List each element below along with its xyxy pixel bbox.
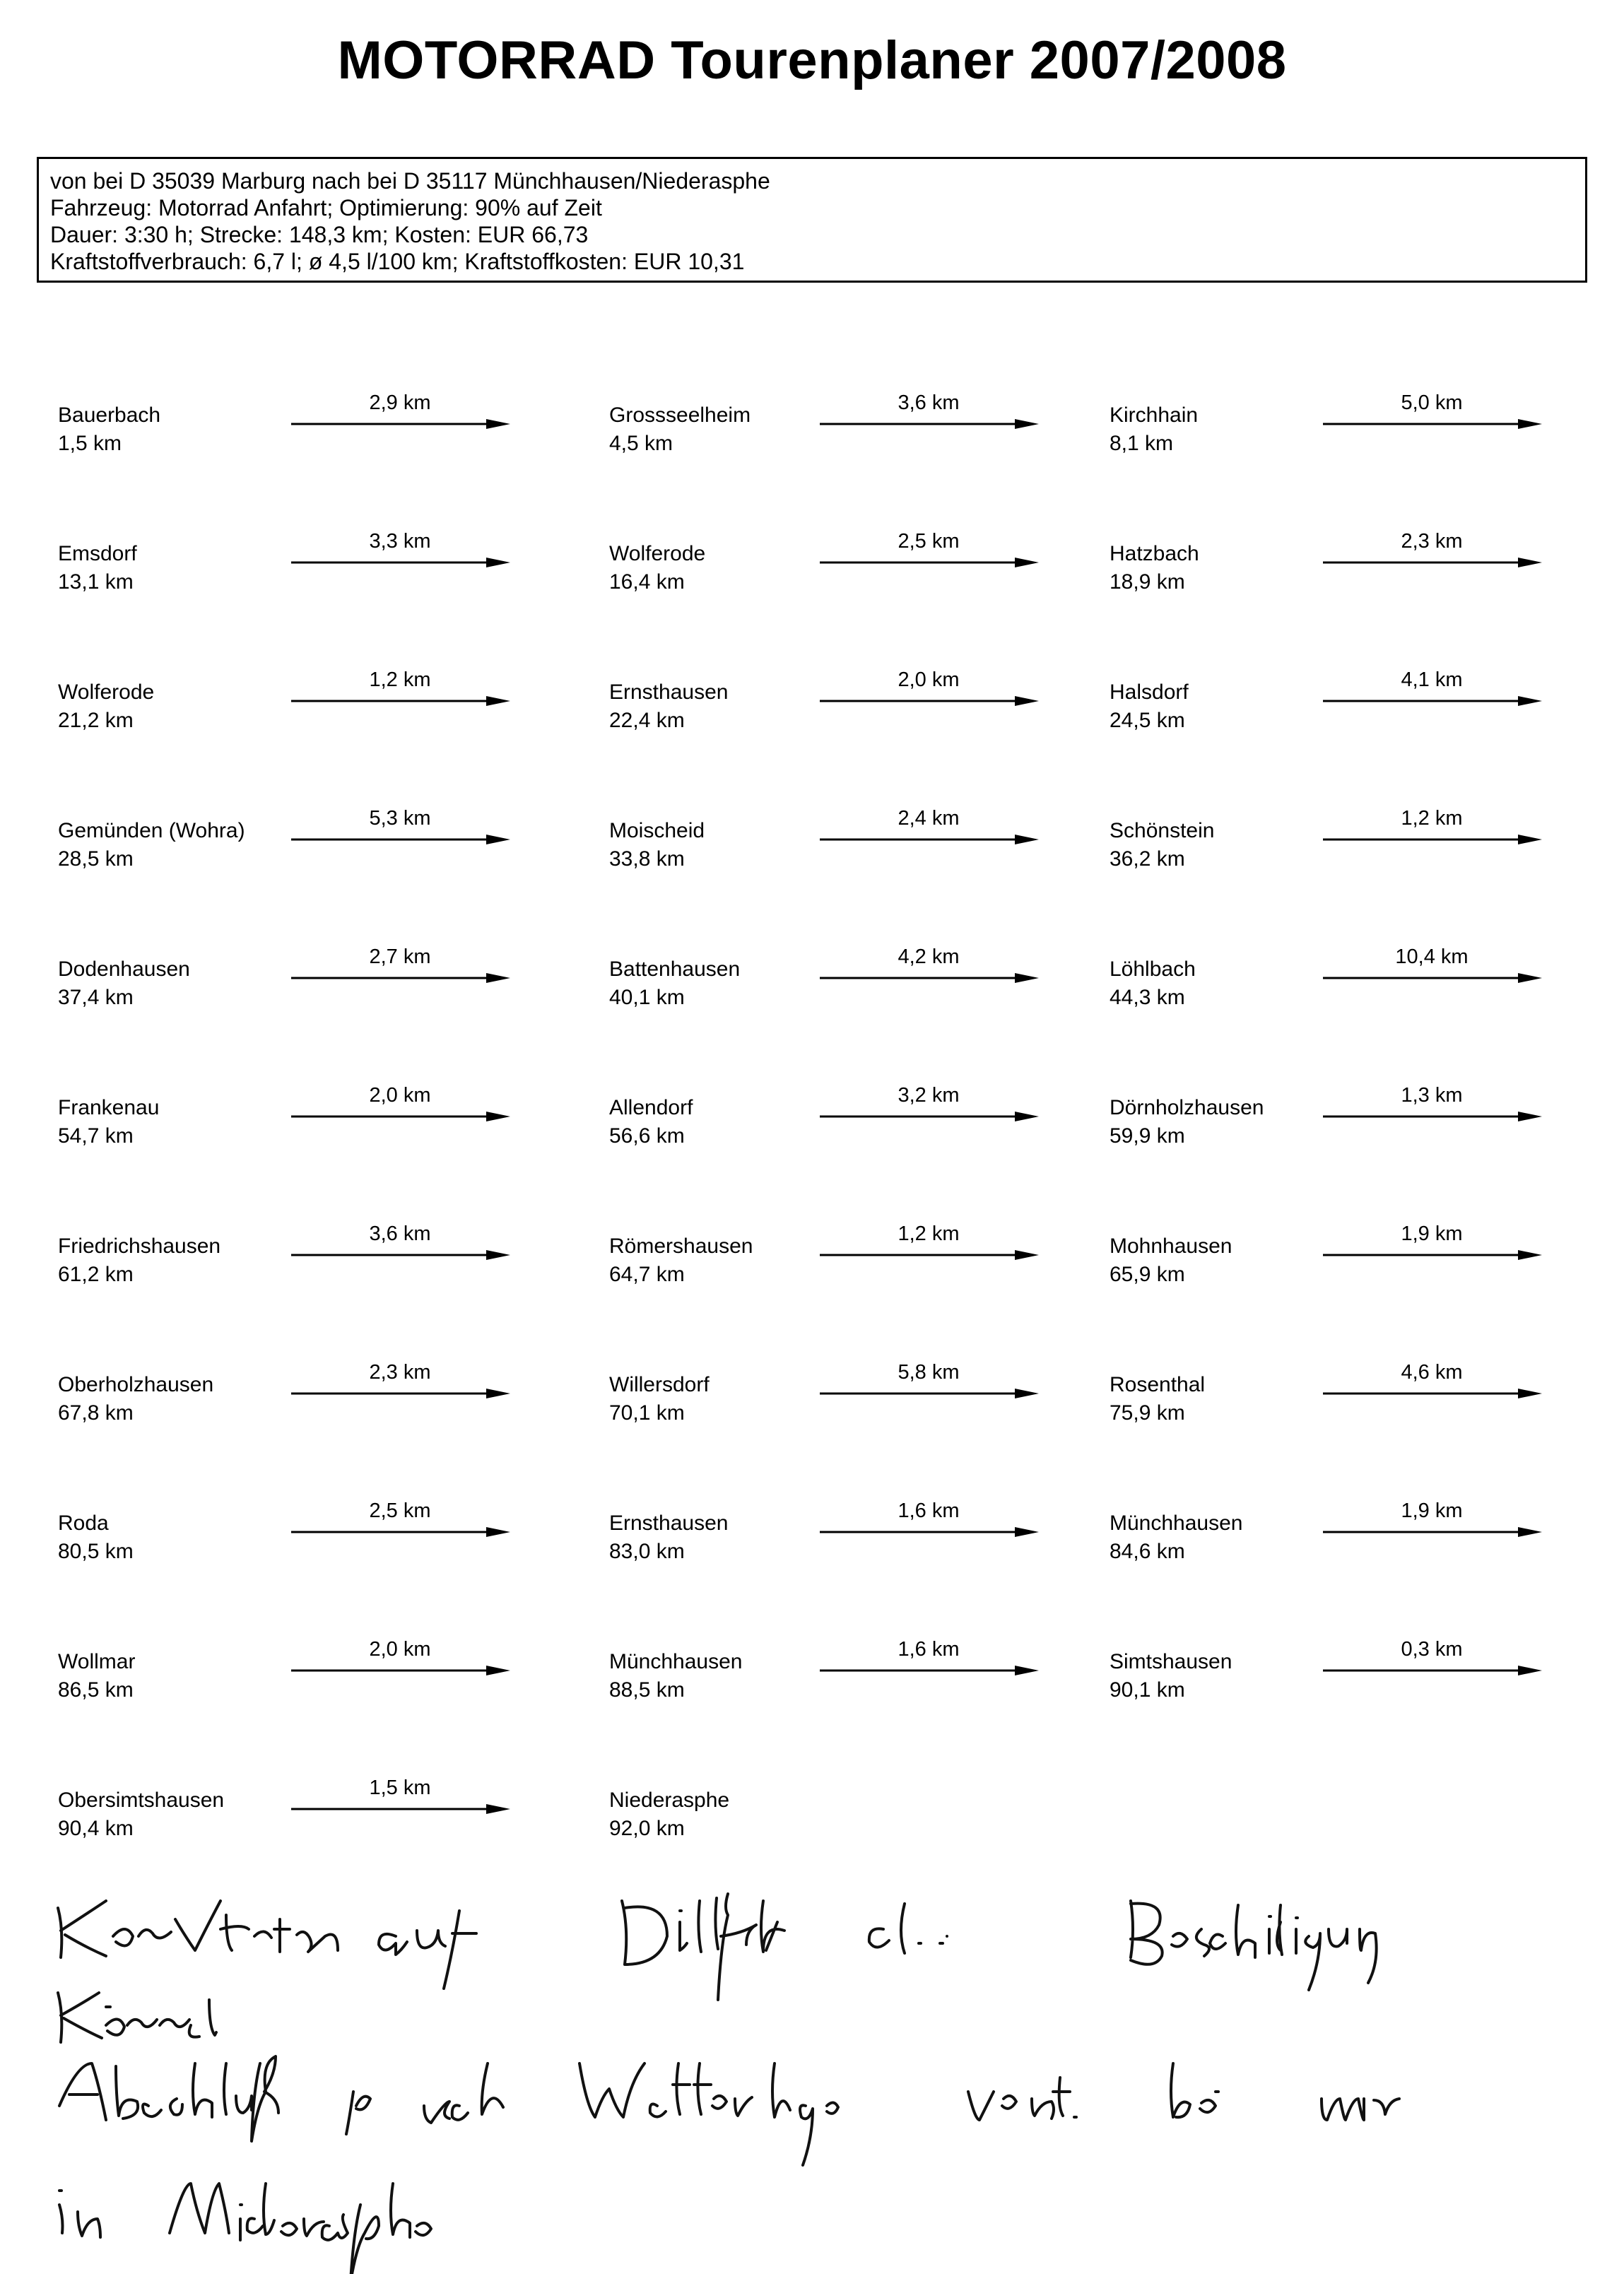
stop-cumulative-distance: 24,5 km [1110,709,1185,732]
segment-distance: 3,6 km [369,1223,431,1245]
segment-distance: 3,2 km [898,1084,960,1107]
segment-arrow [1323,1500,1541,1549]
route-stop [609,1648,742,1704]
stop-name: Friedrichshausen [58,1235,221,1258]
arrow-right-icon [1323,555,1543,570]
stop-cumulative-distance: 18,9 km [1110,570,1185,594]
segment-distance: 0,3 km [1401,1638,1463,1661]
arrow-right-icon [1323,694,1543,708]
stop-name: Willersdorf [609,1373,710,1396]
stop-cumulative-distance: 28,5 km [58,847,134,871]
stop-cumulative-distance: 67,8 km [58,1401,134,1425]
stop-cumulative-distance: 44,3 km [1110,986,1185,1009]
route-vehicle: Fahrzeug: Motorrad Anfahrt; Optimierung: 90% auf Zeit [50,195,602,220]
arrow-right-icon [1323,971,1543,985]
stop-cumulative-distance: 75,9 km [1110,1401,1185,1425]
segment-arrow [820,1638,1037,1687]
segment-distance: 2,4 km [898,807,960,830]
segment-distance: 5,0 km [1401,391,1463,414]
segment-arrow [291,1361,509,1410]
stop-cumulative-distance: 88,5 km [609,1678,685,1702]
handwritten-note [0,1851,1624,2274]
stop-name: Obersimtshausen [58,1789,225,1812]
route-stop [609,1786,729,1843]
segment-arrow [820,668,1037,718]
stop-name: Kirchhain [1110,403,1199,427]
stop-name: Wollmar [58,1650,136,1673]
route-stop [1110,401,1198,458]
stop-cumulative-distance: 90,1 km [1110,1678,1185,1702]
route-stop [609,817,705,873]
stop-cumulative-distance: 40,1 km [609,986,685,1009]
route-stop [58,1509,134,1566]
segment-distance: 2,9 km [369,391,431,414]
stop-cumulative-distance: 16,4 km [609,570,685,594]
route-stop [609,1509,728,1566]
arrow-right-icon [291,1109,512,1124]
arrow-right-icon [291,694,512,708]
segment-distance: 5,3 km [369,807,431,830]
route-stop [609,401,751,458]
stop-cumulative-distance: 33,8 km [609,847,685,871]
arrow-right-icon [291,555,512,570]
segment-distance: 2,0 km [369,1638,431,1661]
route-stop [58,1648,135,1704]
route-stop [58,1094,159,1150]
stop-cumulative-distance: 92,0 km [609,1817,685,1840]
stop-name: Münchhausen [609,1650,743,1673]
segment-distance: 1,9 km [1401,1500,1463,1522]
stop-cumulative-distance: 4,5 km [609,432,673,455]
segment-distance: 3,6 km [898,391,960,414]
route-stop [609,1094,693,1150]
route-stop [1110,817,1214,873]
stop-cumulative-distance: 86,5 km [58,1678,134,1702]
arrow-right-icon [291,832,512,847]
stop-cumulative-distance: 64,7 km [609,1263,685,1286]
stop-cumulative-distance: 37,4 km [58,986,134,1009]
arrow-right-icon [820,555,1040,570]
stop-name: Halsdorf [1110,681,1189,704]
stop-cumulative-distance: 65,9 km [1110,1263,1185,1286]
segment-arrow [1323,1361,1541,1410]
route-stop [58,817,245,873]
arrow-right-icon [1323,1248,1543,1262]
route-stop [1110,1232,1232,1289]
stop-name: Wolferode [609,542,706,565]
stop-name: Löhlbach [1110,958,1196,981]
route-stop [58,955,190,1012]
segment-arrow [1323,807,1541,856]
route-stop [1110,678,1189,735]
arrow-right-icon [820,1525,1040,1539]
stop-name: Ernsthausen [609,1512,729,1535]
route-stop [58,540,137,596]
arrow-right-icon [291,1525,512,1539]
segment-distance: 1,2 km [1401,807,1463,830]
segment-arrow [1323,1223,1541,1272]
route-stop [58,401,160,458]
segment-arrow [291,1638,509,1687]
route-fuel: Kraftstoffverbrauch: 6,7 l; ø 4,5 l/100 km; Kraftstoffkosten: EUR 10,31 [50,249,745,274]
route-stop [609,540,705,596]
stop-name: Battenhausen [609,958,741,981]
route-stop [609,678,728,735]
arrow-right-icon [291,417,512,431]
route-stop [1110,1371,1205,1427]
stop-cumulative-distance: 22,4 km [609,709,685,732]
stop-name: Rosenthal [1110,1373,1206,1396]
segment-arrow [1323,945,1541,995]
segment-arrow [820,530,1037,579]
segment-arrow [291,391,509,441]
route-stop [58,1371,213,1427]
stop-name: Niederasphe [609,1789,730,1812]
route-stop [1110,540,1199,596]
segment-distance: 4,6 km [1401,1361,1463,1384]
segment-distance: 2,7 km [369,945,431,968]
arrow-right-icon [820,694,1040,708]
route-from-to: von bei D 35039 Marburg nach bei D 35117 Münchhausen/Niederasphe [50,168,770,194]
stop-cumulative-distance: 80,5 km [58,1540,134,1563]
stop-name: Schönstein [1110,819,1215,842]
segment-arrow [291,1500,509,1549]
arrow-right-icon [1323,1525,1543,1539]
segment-arrow [820,1084,1037,1133]
route-stop [1110,1509,1242,1566]
stop-name: Bauerbach [58,403,161,427]
stop-cumulative-distance: 36,2 km [1110,847,1185,871]
stop-cumulative-distance: 90,4 km [58,1817,134,1840]
segment-distance: 1,6 km [898,1500,960,1522]
segment-arrow [1323,1638,1541,1687]
segment-arrow [1323,391,1541,441]
stop-name: Grossseelheim [609,403,751,427]
segment-arrow [1323,530,1541,579]
arrow-right-icon [820,1248,1040,1262]
segment-distance: 2,5 km [898,530,960,553]
segment-arrow [291,530,509,579]
stop-name: Allendorf [609,1096,693,1119]
stop-name: Oberholzhausen [58,1373,214,1396]
arrow-right-icon [820,1109,1040,1124]
arrow-right-icon [291,1248,512,1262]
stop-cumulative-distance: 56,6 km [609,1124,685,1148]
segment-distance: 1,3 km [1401,1084,1463,1107]
stop-cumulative-distance: 84,6 km [1110,1540,1185,1563]
stop-name: Mohnhausen [1110,1235,1232,1258]
arrow-right-icon [291,1386,512,1401]
segment-arrow [291,807,509,856]
segment-distance: 2,3 km [1401,530,1463,553]
stop-name: Emsdorf [58,542,137,565]
stop-name: Frankenau [58,1096,160,1119]
route-stop [58,1786,224,1843]
route-stop [1110,955,1196,1012]
route-stop [58,678,154,735]
stop-name: Hatzbach [1110,542,1199,565]
segment-arrow [291,1223,509,1272]
stop-name: Moischeid [609,819,705,842]
stop-name: Gemünden (Wohra) [58,819,245,842]
arrow-right-icon [1323,1109,1543,1124]
segment-arrow [820,1361,1037,1410]
segment-distance: 2,3 km [369,1361,431,1384]
stop-cumulative-distance: 21,2 km [58,709,134,732]
stop-cumulative-distance: 54,7 km [58,1124,134,1148]
route-stop [609,1232,753,1289]
stop-cumulative-distance: 59,9 km [1110,1124,1185,1148]
route-stop [58,1232,220,1289]
arrow-right-icon [1323,1386,1543,1401]
route-stop [609,955,740,1012]
arrow-right-icon [820,971,1040,985]
stop-cumulative-distance: 8,1 km [1110,432,1174,455]
segment-arrow [820,391,1037,441]
segment-distance: 2,0 km [369,1084,431,1107]
page-title: MOTORRAD Tourenplaner 2007/2008 [337,30,1287,90]
stop-cumulative-distance: 70,1 km [609,1401,685,1425]
stop-name: Dörnholzhausen [1110,1096,1264,1119]
stop-name: Römershausen [609,1235,753,1258]
segment-distance: 1,6 km [898,1638,960,1661]
route-duration: Dauer: 3:30 h; Strecke: 148,3 km; Kosten: EUR 66,73 [50,222,589,247]
arrow-right-icon [1323,832,1543,847]
segment-distance: 1,2 km [369,668,431,691]
segment-distance: 10,4 km [1395,945,1469,968]
stop-name: Simtshausen [1110,1650,1232,1673]
segment-distance: 2,0 km [898,668,960,691]
arrow-right-icon [820,832,1040,847]
stop-name: Wolferode [58,681,155,704]
segment-arrow [820,1223,1037,1272]
stop-cumulative-distance: 13,1 km [58,570,134,594]
segment-arrow [291,668,509,718]
route-stop [1110,1094,1264,1150]
stop-name: Roda [58,1512,109,1535]
stop-cumulative-distance: 83,0 km [609,1540,685,1563]
segment-arrow [1323,1084,1541,1133]
stop-cumulative-distance: 61,2 km [58,1263,134,1286]
stop-name: Ernsthausen [609,681,729,704]
segment-distance: 2,5 km [369,1500,431,1522]
stop-name: Dodenhausen [58,958,190,981]
route-stop [609,1371,710,1427]
segment-arrow [291,1777,509,1826]
segment-distance: 1,9 km [1401,1223,1463,1245]
arrow-right-icon [1323,1663,1543,1678]
stop-name: Münchhausen [1110,1512,1243,1535]
segment-distance: 1,5 km [369,1777,431,1799]
arrow-right-icon [291,1802,512,1816]
segment-distance: 3,3 km [369,530,431,553]
segment-distance: 4,2 km [898,945,960,968]
segment-arrow [820,807,1037,856]
route-summary-box [37,157,1587,283]
arrow-right-icon [291,1663,512,1678]
segment-arrow [820,1500,1037,1549]
arrow-right-icon [291,971,512,985]
handwritten-note-drawing [0,1851,1624,2274]
segment-arrow [291,1084,509,1133]
segment-arrow [1323,668,1541,718]
arrow-right-icon [1323,417,1543,431]
arrow-right-icon [820,417,1040,431]
segment-arrow [291,945,509,995]
segment-distance: 5,8 km [898,1361,960,1384]
segment-arrow [820,945,1037,995]
segment-distance: 1,2 km [898,1223,960,1245]
route-stop [1110,1648,1232,1704]
stop-cumulative-distance: 1,5 km [58,432,122,455]
arrow-right-icon [820,1663,1040,1678]
segment-distance: 4,1 km [1401,668,1463,691]
arrow-right-icon [820,1386,1040,1401]
